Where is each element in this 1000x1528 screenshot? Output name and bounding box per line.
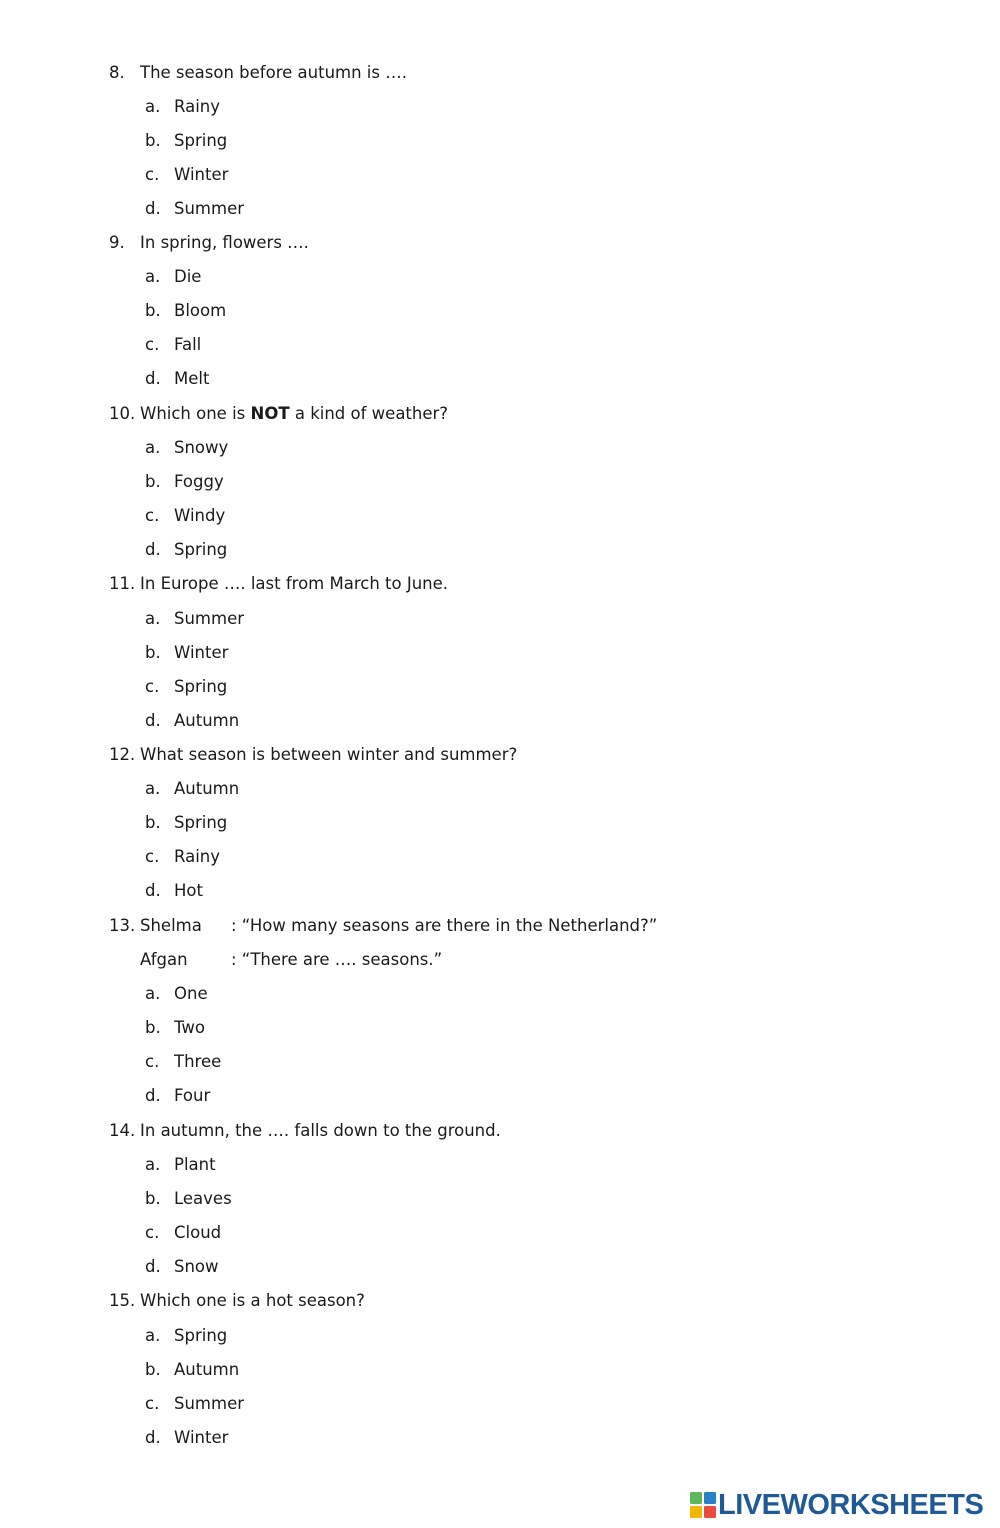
option-letter: d. [145, 881, 161, 900]
option-letter: d. [145, 199, 161, 218]
dialogue-line: : “There are …. seasons.” [231, 950, 443, 969]
option-letter: d. [145, 1086, 161, 1105]
option-letter: c. [145, 1394, 160, 1413]
option-letter: d. [145, 1257, 161, 1276]
option-letter: a. [145, 1326, 161, 1345]
option-text: Hot [174, 881, 203, 900]
option-text: Winter [174, 165, 229, 184]
question-number: 9. [109, 233, 125, 252]
question-text: In spring, flowers …. [140, 233, 309, 252]
option-letter: a. [145, 984, 161, 1003]
question-text [140, 404, 448, 424]
question-text: In autumn, the …. falls down to the ground. [140, 1121, 501, 1140]
option-letter: b. [145, 1018, 161, 1037]
option-text: Spring [174, 131, 228, 150]
option-text: Windy [174, 506, 226, 525]
option-text: Rainy [174, 97, 221, 116]
option-text: Die [174, 267, 202, 286]
option-text: Fall [174, 335, 202, 354]
option-text: Spring [174, 813, 228, 832]
option-text: Winter [174, 643, 229, 662]
option-text: One [174, 984, 208, 1003]
option-letter: c. [145, 335, 160, 354]
option-letter: a. [145, 609, 161, 628]
option-text: Spring [174, 677, 228, 696]
option-letter: c. [145, 165, 160, 184]
question-text-after: a kind of weather? [289, 404, 449, 423]
option-text: Snowy [174, 438, 229, 457]
question-text-before: Which one is [140, 404, 251, 423]
option-letter: a. [145, 97, 161, 116]
option-text: Winter [174, 1428, 229, 1447]
option-letter: a. [145, 779, 161, 798]
option-text: Bloom [174, 301, 227, 320]
option-text: Autumn [174, 711, 240, 730]
option-text: Three [174, 1052, 222, 1071]
question-number: 8. [109, 63, 125, 82]
option-letter: c. [145, 1223, 160, 1242]
option-text: Rainy [174, 847, 221, 866]
option-letter: b. [145, 1189, 161, 1208]
option-letter: c. [145, 847, 160, 866]
dialogue-speaker: Shelma [140, 916, 202, 935]
option-letter: b. [145, 643, 161, 662]
option-text: Melt [174, 369, 210, 388]
question-number: 12. [109, 745, 136, 764]
liveworksheets-logo-icon [690, 1492, 716, 1518]
option-text: Autumn [174, 1360, 240, 1379]
option-text: Summer [174, 1394, 245, 1413]
liveworksheets-brand [690, 1487, 983, 1523]
question-number: 11. [109, 574, 136, 593]
question-text: Which one is a hot season? [140, 1291, 365, 1310]
question-number: 10. [109, 404, 136, 423]
option-letter: b. [145, 472, 161, 491]
option-text: Summer [174, 199, 245, 218]
question-text-emphasis: NOT [250, 404, 290, 423]
brand-name: LIVEWORKSHEETS [718, 1488, 984, 1521]
option-letter: b. [145, 301, 161, 320]
option-letter: d. [145, 540, 161, 559]
option-letter: b. [145, 131, 161, 150]
option-text: Cloud [174, 1223, 222, 1242]
option-letter: c. [145, 506, 160, 525]
option-letter: b. [145, 1360, 161, 1379]
option-letter: d. [145, 369, 161, 388]
option-letter: b. [145, 813, 161, 832]
question-number: 15. [109, 1291, 136, 1310]
question-number: 13. [109, 916, 136, 935]
option-letter: d. [145, 711, 161, 730]
question-text: In Europe …. last from March to June. [140, 574, 449, 593]
option-letter: d. [145, 1428, 161, 1447]
option-text: Two [174, 1018, 205, 1037]
option-letter: c. [145, 1052, 160, 1071]
option-letter: a. [145, 267, 161, 286]
option-letter: a. [145, 1155, 161, 1174]
question-text: What season is between winter and summer? [140, 745, 518, 764]
option-text: Spring [174, 540, 228, 559]
question-number: 14. [109, 1121, 136, 1140]
option-text: Spring [174, 1326, 228, 1345]
option-text: Leaves [174, 1189, 232, 1208]
option-text: Plant [174, 1155, 216, 1174]
option-text: Summer [174, 609, 245, 628]
option-letter: c. [145, 677, 160, 696]
option-text: Autumn [174, 779, 240, 798]
question-text: The season before autumn is …. [140, 63, 407, 82]
option-letter: a. [145, 438, 161, 457]
option-text: Foggy [174, 472, 224, 491]
dialogue-line: : “How many seasons are there in the Netherland?” [231, 916, 658, 935]
dialogue-speaker: Afgan [140, 950, 188, 969]
option-text: Four [174, 1086, 211, 1105]
option-text: Snow [174, 1257, 219, 1276]
